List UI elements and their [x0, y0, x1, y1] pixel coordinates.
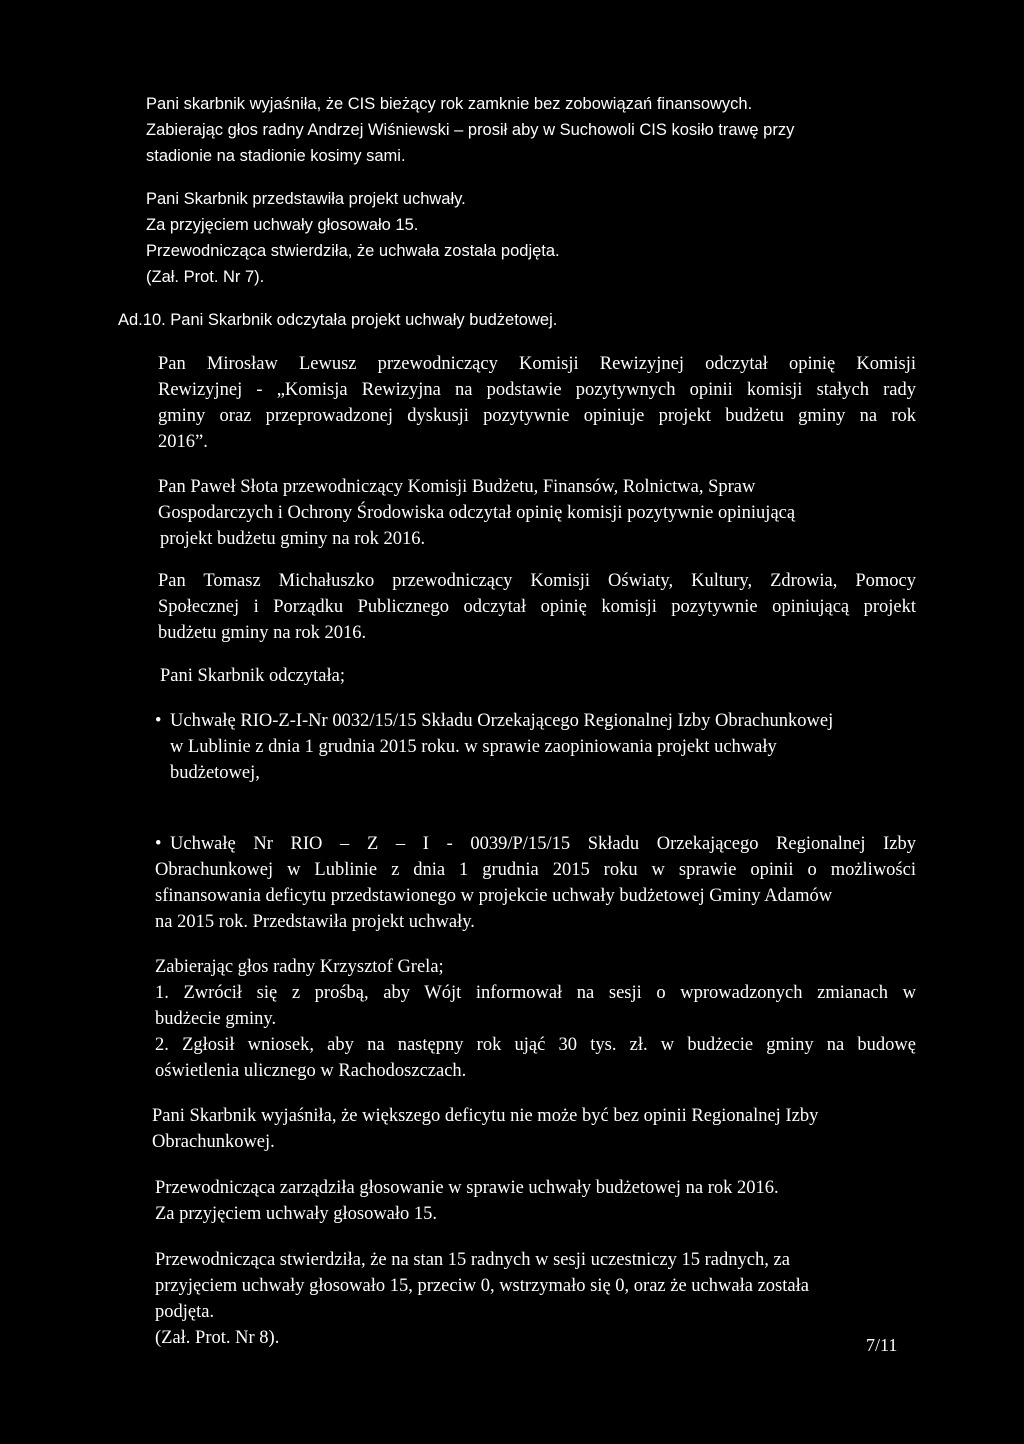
- text-line: (Zał. Prot. Nr 7).: [146, 268, 265, 286]
- text-line: Gospodarczych i Ochrony Środowiska odczytał opinię komisji pozytywnie opiniującą: [158, 503, 796, 523]
- text-line: Obrachunkowej.: [152, 1132, 275, 1152]
- bullet-symbol: •: [155, 711, 162, 731]
- text-line: sfinansowania deficytu przedstawionego w projekcie uchwały budżetowej Gminy Adamów: [155, 886, 833, 906]
- text-line: 2016”.: [158, 432, 208, 452]
- text-line: budżecie gminy.: [155, 1009, 277, 1029]
- text-line: Przewodnicząca zarządziła głosowanie w sprawie uchwały budżetowej na rok 2016.: [155, 1178, 779, 1198]
- text-line: Pan Mirosław Lewusz przewodniczący Komisji Rewizyjnej odczytał opinię Komisji: [158, 354, 916, 374]
- text-line: na 2015 rok. Przedstawiła projekt uchwały.: [155, 912, 475, 932]
- text-line: 2. Zgłosił wniosek, aby na następny rok ująć 30 tys. zł. w budżecie gminy na budowę: [155, 1035, 916, 1055]
- text-line: (Zał. Prot. Nr 8).: [155, 1328, 280, 1348]
- text-line: przyjęciem uchwały głosowało 15, przeciw 0, wstrzymało się 0, oraz że uchwała została: [155, 1276, 809, 1296]
- text-line: Pan Paweł Słota przewodniczący Komisji Budżetu, Finansów, Rolnictwa, Spraw: [158, 477, 756, 497]
- text-line: gminy oraz przeprowadzonej dyskusji pozytywnie opiniuje projekt budżetu gminy na rok: [158, 406, 916, 426]
- text-line: Za przyjęciem uchwały głosowało 15.: [155, 1204, 438, 1224]
- text-line: w Lublinie z dnia 1 grudnia 2015 roku. w sprawie zaopiniowania projekt uchwały: [170, 737, 777, 757]
- text-line: Uchwałę RIO-Z-I-Nr 0032/15/15 Składu Orzekającego Regionalnej Izby Obrachunkowej: [170, 711, 834, 731]
- text-line: budżetowej,: [170, 763, 260, 783]
- text-line: projekt budżetu gminy na rok 2016.: [160, 529, 426, 549]
- text-line: 1. Zwrócił się z prośbą, aby Wójt informował na sesji o wprowadzonych zmianach w: [155, 983, 916, 1003]
- text-line: Pani Skarbnik wyjaśniła, że większego deficytu nie może być bez opinii Regionalnej Izby: [152, 1106, 819, 1126]
- text-line: stadionie na stadionie kosimy sami.: [146, 147, 406, 165]
- text-line: Przewodnicząca stwierdziła, że na stan 15 radnych w sesji uczestniczy 15 radnych, za: [155, 1250, 790, 1270]
- text-line: Rewizyjnej - „Komisja Rewizyjna na podstawie pozytywnych opinii komisji stałych rady: [158, 380, 916, 400]
- text-line: budżetu gminy na rok 2016.: [158, 623, 367, 643]
- bullet-symbol: •: [155, 834, 162, 854]
- text-line: Pan Tomasz Michałuszko przewodniczący Komisji Oświaty, Kultury, Zdrowia, Pomocy: [158, 571, 916, 591]
- text-line: Społecznej i Porządku Publicznego odczytał opinię komisji pozytywnie opiniującą projekt: [158, 597, 916, 617]
- text-line: Obrachunkowej w Lublinie z dnia 1 grudnia 2015 roku w sprawie opinii o możliwości: [155, 860, 916, 880]
- text-line: Za przyjęciem uchwały głosowało 15.: [146, 216, 419, 234]
- text-line: oświetlenia ulicznego w Rachodoszczach.: [155, 1061, 467, 1081]
- page-number: 7/11: [866, 1335, 898, 1355]
- text-line: Przewodnicząca stwierdziła, że uchwała została podjęta.: [146, 242, 560, 260]
- text-line: Pani Skarbnik przedstawiła projekt uchwały.: [146, 190, 466, 208]
- text-line: Pani skarbnik wyjaśniła, że CIS bieżący rok zamknie bez zobowiązań finansowych.: [146, 95, 753, 113]
- text-line: podjęta.: [155, 1302, 215, 1322]
- text-line: Zabierając głos radny Andrzej Wiśniewski – prosił aby w Suchowoli CIS kosiło trawę przy: [146, 121, 795, 139]
- agenda-item-heading: Ad.10. Pani Skarbnik odczytała projekt uchwały budżetowej.: [118, 311, 558, 329]
- text-line: Uchwałę Nr RIO – Z – I - 0039/P/15/15 Składu Orzekającego Regionalnej Izby: [170, 834, 916, 854]
- text-line: Pani Skarbnik odczytała;: [160, 666, 345, 686]
- text-line: Zabierając głos radny Krzysztof Grela;: [155, 957, 444, 977]
